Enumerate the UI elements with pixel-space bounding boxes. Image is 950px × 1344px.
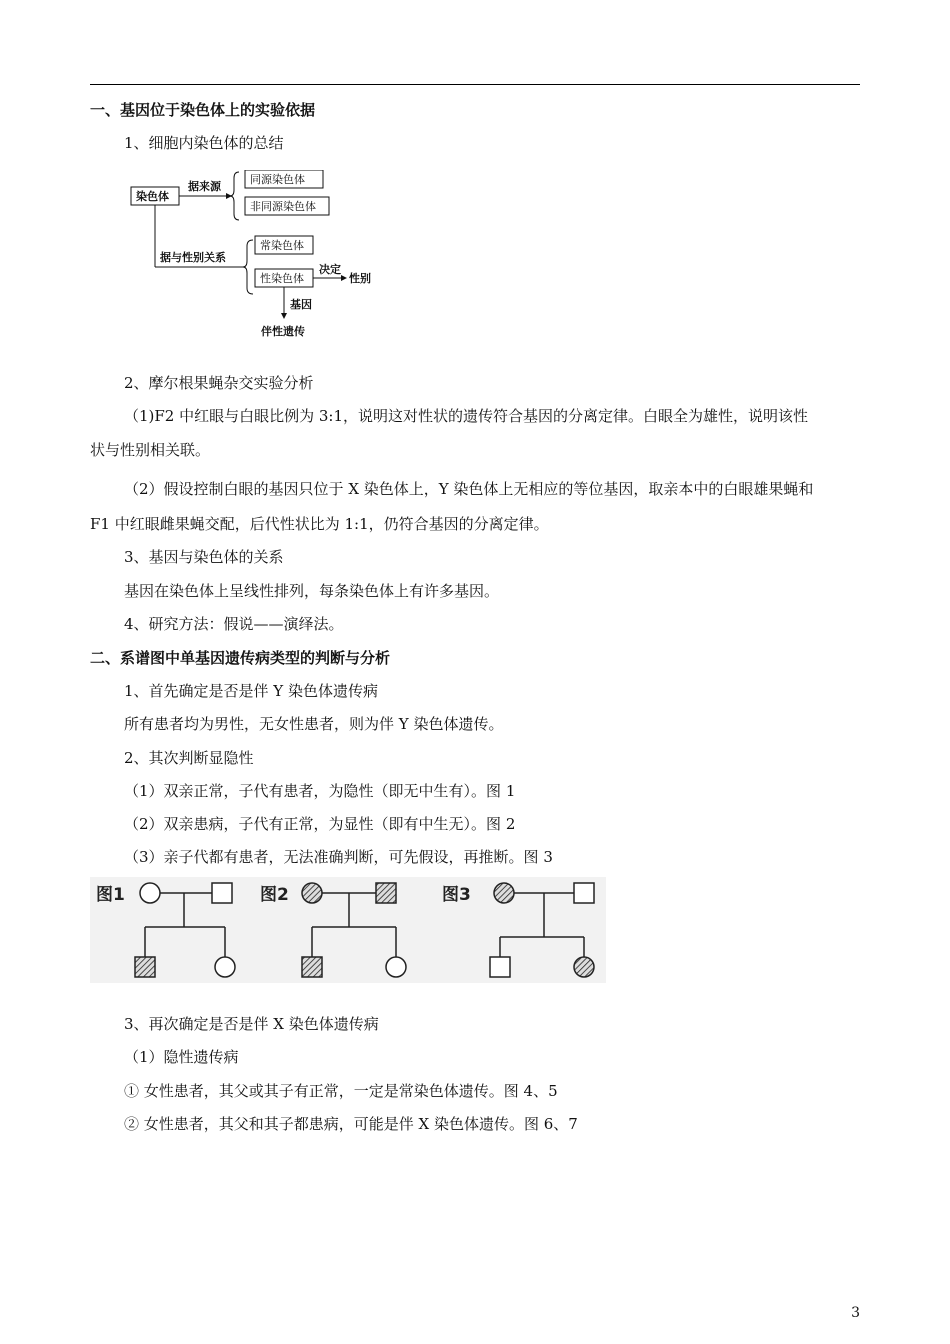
subsection-1-3: 3、基因与染色体的关系 <box>124 548 284 566</box>
paragraph-2-3-3: ② 女性患者，其父和其子都患病，可能是伴 X 染色体遗传。图 6、7 <box>124 1115 578 1133</box>
node-sex-chromosome: 性染色体 <box>260 272 304 285</box>
paragraph-1-2-1b: 状与性别相关联。 <box>90 441 211 459</box>
pedigree-figures <box>90 877 606 983</box>
label-by-source: 据来源 <box>188 180 221 193</box>
paragraph-2-3-1: （1）隐性遗传病 <box>124 1048 239 1066</box>
node-homologous: 同源染色体 <box>250 173 305 186</box>
subsection-1-2: 2、摩尔根果蝇杂交实验分析 <box>124 374 314 392</box>
node-sex: 性别 <box>349 272 371 285</box>
fig1-label: 图1 <box>96 885 125 905</box>
node-non-homologous: 非同源染色体 <box>250 200 316 213</box>
section-1-title: 一、基因位于染色体上的实验依据 <box>90 101 316 119</box>
subsection-2-1: 1、首先确定是否是伴 Y 染色体遗传病 <box>124 682 378 700</box>
fig2-label: 图2 <box>260 885 289 905</box>
page-number: 3 <box>851 1305 860 1321</box>
header-rule <box>90 84 860 85</box>
node-autosome: 常染色体 <box>260 239 304 252</box>
section-2-title: 二、系谱图中单基因遗传病类型的判断与分析 <box>90 649 391 667</box>
subsection-1-1: 1、细胞内染色体的总结 <box>124 134 284 152</box>
paragraph-2-1: 所有患者均为男性，无女性患者，则为伴 Y 染色体遗传。 <box>124 715 504 733</box>
paragraph-2-2-2: （2）双亲患病，子代有正常，为显性（即有中生无）。图 2 <box>124 815 516 833</box>
paragraph-2-3-2: ① 女性患者，其父或其子有正常，一定是常染色体遗传。图 4、5 <box>124 1082 558 1100</box>
paragraph-1-2-2a: （2）假设控制白眼的基因只位于 X 染色体上，Y 染色体上无相应的等位基因，取亲本中的白眼雄果蝇和 <box>124 480 814 498</box>
subsection-1-4: 4、研究方法：假说——演绎法。 <box>124 615 344 633</box>
subsection-2-2: 2、其次判断显隐性 <box>124 749 254 767</box>
label-decides: 决定 <box>319 263 341 276</box>
fig3-label: 图3 <box>442 885 471 905</box>
paragraph-1-3: 基因在染色体上呈线性排列，每条染色体上有许多基因。 <box>124 582 500 600</box>
paragraph-2-2-1: （1）双亲正常，子代有患者，为隐性（即无中生有）。图 1 <box>124 782 516 800</box>
node-sex-linked: 伴性遗传 <box>261 325 305 338</box>
chromosome-classification-diagram <box>128 170 388 345</box>
node-chromosome: 染色体 <box>136 190 169 203</box>
paragraph-1-2-2b: F1 中红眼雌果蝇交配，后代性状比为 1:1，仍符合基因的分离定律。 <box>90 515 549 533</box>
paragraph-2-2-3: （3）亲子代都有患者，无法准确判断，可先假设，再推断。图 3 <box>124 848 553 866</box>
paragraph-1-2-1a: （1)F2 中红眼与白眼比例为 3:1，说明这对性状的遗传符合基因的分离定律。白眼全为雄性，说明该性 <box>124 407 809 425</box>
label-by-sex: 据与性别关系 <box>160 251 226 264</box>
subsection-2-3: 3、再次确定是否是伴 X 染色体遗传病 <box>124 1015 379 1033</box>
label-gene: 基因 <box>290 298 312 311</box>
